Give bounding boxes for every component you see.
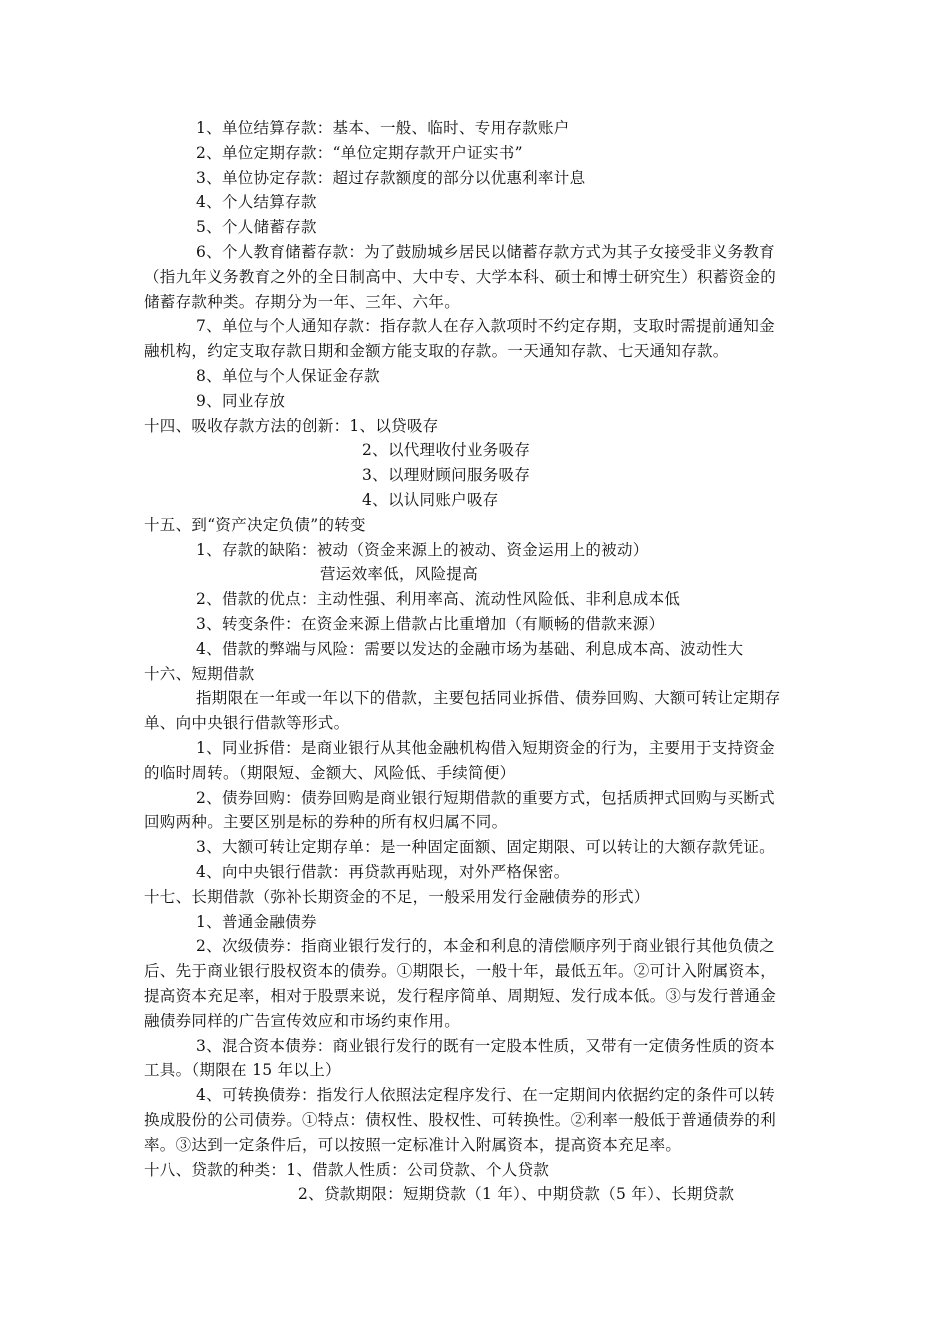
text-line: 工具。（期限在 15 年以上） — [144, 1061, 341, 1080]
text-line: （指九年义务教育之外的全日制高中、大中专、大学本科、硕士和博士研究生）积蓄资金的 — [144, 267, 777, 286]
text-line: 2、借款的优点：主动性强、利用率高、流动性风险低、非利息成本低 — [196, 590, 681, 609]
text-line: 9、同业存放 — [196, 391, 286, 410]
text-line: 1、存款的缺陷：被动（资金来源上的被动、资金运用上的被动） — [196, 540, 649, 559]
text-line: 2、债券回购：债券回购是商业银行短期借款的重要方式，包括质押式回购与买断式 — [196, 788, 775, 807]
text-line: 5、个人储蓄存款 — [196, 218, 317, 237]
text-line: 2、次级债券：指商业银行发行的，本金和利息的清偿顺序列于商业银行其他负债之 — [196, 937, 775, 956]
text-line: 3、单位协定存款：超过存款额度的部分以优惠利率计息 — [196, 168, 586, 187]
text-line: 2、以代理收付业务吸存 — [362, 441, 531, 460]
text-line: 4、个人结算存款 — [196, 193, 317, 212]
text-line: 十五、到“资产决定负债”的转变 — [144, 515, 366, 534]
text-line: 率。③达到一定条件后，可以按照一定标准计入附属资本，提高资本充足率。 — [144, 1135, 682, 1154]
text-line: 3、转变条件：在资金来源上借款占比重增加（有顺畅的借款来源） — [196, 615, 665, 633]
text-line: 融债券同样的广告宣传效应和市场约束作用。 — [144, 1011, 461, 1030]
text-line: 十七、长期借款（弥补长期资金的不足，一般采用发行金融债券的形式） — [144, 887, 650, 906]
text-line: 提高资本充足率，相对于股票来说，发行程序简单、周期短、发行成本低。③与发行普通金 — [144, 987, 777, 1005]
text-line: 4、向中央银行借款：再贷款再贴现，对外严格保密。 — [196, 863, 570, 881]
text-line: 4、以认同账户吸存 — [362, 491, 499, 509]
text-line: 7、单位与个人通知存款：指存款人在存入款项时不约定存期，支取时需提前通知金 — [196, 317, 775, 336]
text-line: 储蓄存款种类。存期分为一年、三年、六年。 — [144, 292, 461, 311]
text-line: 2、贷款期限：短期贷款（1 年）、中期贷款（5 年）、长期贷款 — [298, 1185, 735, 1204]
text-line: 3、大额可转让定期存单：是一种固定面额、固定期限、可以转让的大额存款凭证。 — [196, 838, 775, 857]
text-line: 3、混合资本债券：商业银行发行的既有一定股本性质，又带有一定债务性质的资本 — [196, 1036, 775, 1055]
text-line: 回购两种。主要区别是标的券种的所有权归属不同。 — [144, 813, 508, 832]
text-line: 8、单位与个人保证金存款 — [196, 367, 380, 385]
text-line: 十八、贷款的种类：1、借款人性质：公司贷款、个人贷款 — [144, 1160, 550, 1179]
text-line: 换成股份的公司债券。①特点：债权性、股权性、可转换性。②利率一般低于普通债券的利 — [144, 1111, 777, 1129]
text-line: 单、向中央银行借款等形式。 — [144, 714, 350, 733]
text-line: 4、可转换债券：指发行人依照法定程序发行、在一定期间内依据约定的条件可以转 — [196, 1086, 775, 1105]
text-line: 4、借款的弊端与风险：需要以发达的金融市场为基础、利息成本高、波动性大 — [196, 639, 744, 658]
text-line: 后、先于商业银行股权资本的债券。①期限长，一般十年，最低五年。②可计入附属资本， — [144, 962, 777, 981]
text-line: 十四、吸收存款方法的创新：1、以贷吸存 — [144, 416, 439, 435]
text-line: 营运效率低，风险提高 — [320, 565, 479, 584]
text-line: 1、单位结算存款：基本、一般、临时、专用存款账户 — [196, 119, 570, 137]
text-line: 6、个人教育储蓄存款：为了鼓励城乡居民以储蓄存款方式为其子女接受非义务教育 — [196, 243, 775, 261]
text-line: 1、普通金融债券 — [196, 912, 317, 931]
text-line: 2、单位定期存款：“单位定期存款开户证实书” — [196, 143, 523, 162]
text-line: 十六、短期借款 — [144, 664, 255, 683]
text-line: 3、以理财顾问服务吸存 — [362, 466, 531, 485]
text-line: 融机构，约定支取存款日期和金额方能支取的存款。一天通知存款、七天通知存款。 — [144, 342, 729, 361]
text-line: 指期限在一年或一年以下的借款，主要包括同业拆借、债券回购、大额可转让定期存 — [196, 689, 781, 708]
text-line: 1、同业拆借：是商业银行从其他金融机构借入短期资金的行为，主要用于支持资金 — [196, 739, 775, 757]
text-line: 的临时周转。（期限短、金额大、风险低、手续简便） — [144, 763, 516, 782]
